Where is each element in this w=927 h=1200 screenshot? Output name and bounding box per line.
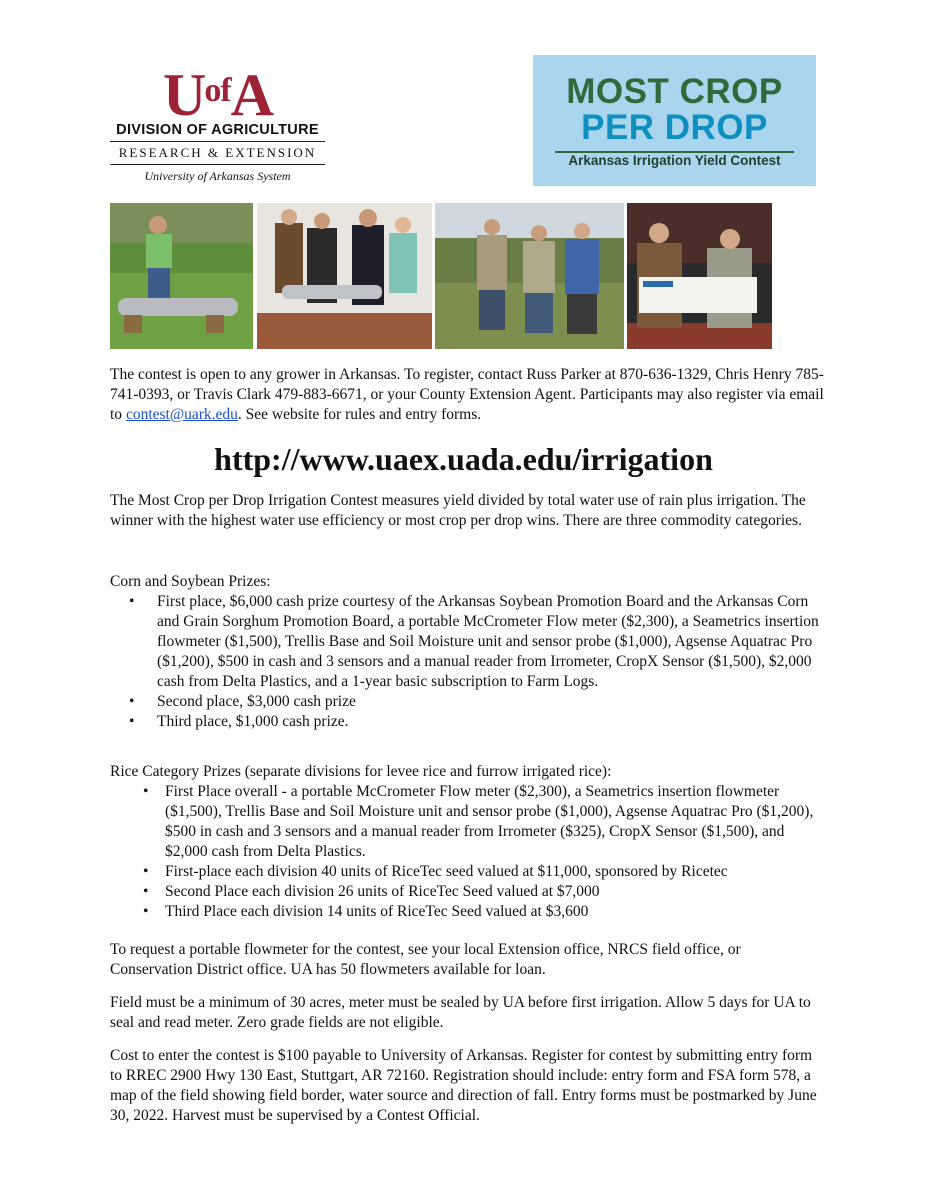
corn-soy-heading: Corn and Soybean Prizes: bbox=[110, 573, 271, 590]
website-url: http://www.uaex.uada.edu/irrigation bbox=[214, 441, 713, 477]
list-item: • Third Place each division 14 units of RiceTec Seed valued at $3,600 bbox=[110, 902, 825, 922]
list-item: • First Place overall - a portable McCrometer Flow meter ($2,300), a Seametrics insertion flowmeter ($1,500), Trellis Base and Soil Moisture unit and sensor probe ($1,000), Agsense Aquatrac Pro ($1,200), $500 in cash and 3 sensors and a manual reader from Irrometer ($325), CropX Sensor ($1,500), and $2,000 cash from Delta Plastics. bbox=[110, 782, 825, 862]
rice-section bbox=[110, 762, 825, 922]
most-crop-per-drop-logo bbox=[533, 55, 816, 186]
intro-paragraph bbox=[110, 365, 825, 425]
contest-logo-line3: Arkansas Irrigation Yield Contest bbox=[568, 153, 781, 168]
intro-text-before: The contest is open to any grower in Arkansas. To register, contact Russ Parker at 870-636-1329, Chris Henry 785-741-0393, or Travis Clark 479-883-6671, or your County Extension Agent. Participants may also register via email to bbox=[110, 366, 824, 423]
photo-check-presentation bbox=[627, 203, 772, 349]
photo-flowmeter-field bbox=[110, 203, 253, 349]
cost-registration-paragraph: Cost to enter the contest is $100 payable to University of Arkansas. Register for contest by submitting entry form to RREC 2900 Hwy 130 East, Stuttgart, AR 72160. Registration should include: entry form and FSA form 578, a map of the field showing field border, water source and direction of fall. Entry forms must be postmarked by June 30, 2022. Harvest must be supervised by a Contest Official. bbox=[110, 1047, 817, 1124]
description-paragraph: The Most Crop per Drop Irrigation Contest measures yield divided by total water use of rain plus irrigation. The winner with the highest water use efficiency or most crop per drop wins. There are three commodity categories. bbox=[110, 492, 806, 529]
field-requirements-paragraph: Field must be a minimum of 30 acres, meter must be sealed by UA before first irrigation. Allow 5 days for UA to seal and read meter. Zero grade fields are not eligible. bbox=[110, 994, 811, 1031]
rice-prize-list bbox=[110, 782, 825, 922]
ua-logo-mark: $U^{of}A$ bbox=[162, 62, 272, 128]
intro-text-after: . See website for rules and entry forms. bbox=[237, 406, 482, 423]
ua-logo-research: RESEARCH & EXTENSION bbox=[110, 145, 325, 165]
contest-logo-line2: PER DROP bbox=[581, 108, 768, 147]
corn-soy-section bbox=[110, 572, 825, 732]
ua-division-logo bbox=[110, 64, 325, 184]
list-item: • Second place, $3,000 cash prize bbox=[110, 692, 825, 712]
list-item: • Third place, $1,000 cash prize. bbox=[110, 712, 825, 732]
contest-logo-line1: MOST CROP bbox=[566, 72, 783, 111]
list-item: • Second Place each division 26 units of RiceTec Seed valued at $7,000 bbox=[110, 882, 825, 902]
ua-logo-system: University of Arkansas System bbox=[144, 169, 291, 183]
flowmeter-paragraph: To request a portable flowmeter for the contest, see your local Extension office, NRCS field office, or Conservation District office. UA has 50 flowmeters available for loan. bbox=[110, 941, 741, 978]
photo-three-men-field bbox=[435, 203, 624, 349]
rice-heading: Rice Category Prizes (separate divisions for levee rice and furrow irrigated rice): bbox=[110, 763, 612, 780]
list-item: • First-place each division 40 units of RiceTec seed valued at $11,000, sponsored by Ricetec bbox=[110, 862, 825, 882]
photo-group-award bbox=[257, 203, 432, 349]
contest-logo-divider bbox=[555, 151, 794, 153]
contest-email-link[interactable]: contest@uark.edu bbox=[125, 406, 238, 423]
corn-soy-prize-list bbox=[110, 592, 825, 732]
list-item: • First place, $6,000 cash prize courtesy of the Arkansas Soybean Promotion Board and the Arkansas Corn and Grain Sorghum Promotion Board, a portable McCrometer Flow meter ($2,300), a Seametrics insertion flowmeter ($1,500), Trellis Base and Soil Moisture unit and sensor probe ($1,000), Agsense Aquatrac Pro ($1,200), $500 in cash and 3 sensors and a manual reader from Irrometer, CropX Sensor ($1,500), $2,000 cash from Delta Plastics, and a 1-year basic subscription to Farm Logs. bbox=[110, 592, 825, 692]
ua-logo-division: DIVISION OF AGRICULTURE bbox=[110, 122, 325, 142]
